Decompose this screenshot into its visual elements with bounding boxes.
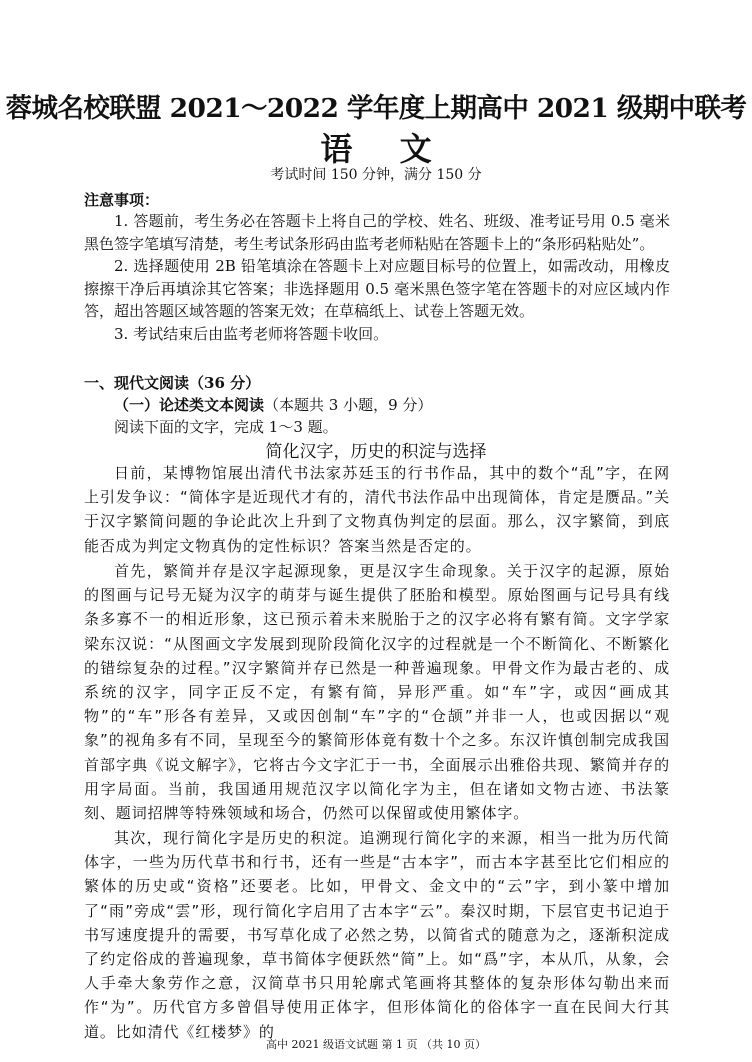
article-paragraph-1: 日前，某博物馆展出清代书法家苏廷玉的行书作品，其中的数个“乱”字，在网上引发争议：“简体字是近现代才有的，清代书法作品中出现简体，肯定是赝品。”关于汉字繁简问题的争论此次上升到了文物真伪判定的层面。那么，汉字繁简，到底能否成为判定文物真伪的定性标识？答案当然是否定的。 (84, 464, 670, 555)
subject-title: 语 文 (320, 130, 450, 168)
subsection-label: （一）论述类文本阅读 (114, 396, 265, 414)
subsection-detail: （本题共 3 小题，9 分） (264, 396, 433, 414)
article-paragraph-3: 其次，现行简化字是历史的积淀。追溯现行简化字的来源，相当一批为历代简体字，一些为历代草书和行书，还有一些是“古本字”，而古本字甚至比它们相应的繁体的历史或“资格”还要老。比如，甲骨文、金文中的“云”字，到小篆中增加了“雨”旁成“雲”形，现行简化字启用了古本字“云”。秦汉时期，下层官吏书记迫于书写速度提升的需要，书写草化成了必然之势，以简省式的随意为之，逐渐积淀成了约定俗成的普遍现象，草书简体字便跃然“简”上。如“爲”字，本从爪，从象，会人手牵大象劳作之意，汉简草书只用轮廓式笔画将其整体的复杂形体勾勒出来而作“为”。历代官方多曾倡导使用正体字，但形体简化的俗体字一直在民间大行其道。比如清代《红楼梦》的 (84, 829, 670, 1041)
article-paragraph-2: 首先，繁简并存是汉字起源现象，更是汉字生命现象。关于汉字的起源，原始的图画与记号无疑为汉字的萌芽与诞生提供了胚胎和模型。原始图画与记号具有线条多寡不一的相近形象，这已预示着未来脱胎于之的汉字必将有繁有简。文字学家梁东汉说：“从图画文字发展到现阶段简化汉字的过程就是一个不断简化、不断繁化的错综复杂的过程。”汉字繁简并存已然是一种普遍现象。甲骨文作为最古老的、成系统的汉字，同字正反不定，有繁有简，异形严重。如“车”字，或因“画成其物”的“车”形各有差异，又或因创制“车”字的“仓颉”并非一人，也或因据以“观象”的视角多有不同，呈现至今的繁简形体竟有数十个之多。东汉许慎创制完成我国首部字典《说文解字》，它将古今文字汇于一书，全面展示出雅俗共现、繁简并存的用字局面。当前，我国通用规范汉字以简化字为主，但在诸如文物古迹、书法篆刻、题词招牌等特殊领域和场合，仍然可以保留或使用繁体字。 (84, 562, 670, 823)
notice-item-2: 2. 选择题使用 2B 铅笔填涂在答题卡上对应题目标号的位置上，如需改动，用橡皮擦擦干净后再填涂其它答案；非选择题用 0.5 毫米黑色签字笔在答题卡的对应区域内作答，超出答题区域答题的答案无效；在草稿纸上、试卷上答题无效。 (84, 257, 670, 320)
notice-item-1: 1. 答题前，考生务必在答题卡上将自己的学校、姓名、班级、准考证号用 0.5 毫米黑色签字笔填写清楚，考生考试条形码由监考老师粘贴在答题卡上的“条形码粘贴处”。 (84, 212, 670, 253)
subsection-heading (114, 394, 432, 415)
page-footer: 高中 2021 级语文试题 第 1 页 （共 10 页） (266, 1038, 486, 1051)
article-title: 简化汉字，历史的积淀与选择 (265, 442, 487, 462)
section-heading: 一、现代文阅读（36 分） (84, 374, 261, 392)
notice-heading: 注意事项： (84, 191, 160, 209)
reading-instruction: 阅读下面的文字，完成 1～3 题。 (114, 418, 338, 436)
exam-time: 考试时间 150 分钟，满分 150 分 (270, 167, 482, 183)
exam-title: 蓉城名校联盟 2021～2022 学年度上期高中 2021 级期中联考 (5, 93, 747, 124)
notice-item-3: 3. 考试结束后由监考老师将答题卡收回。 (114, 325, 389, 343)
